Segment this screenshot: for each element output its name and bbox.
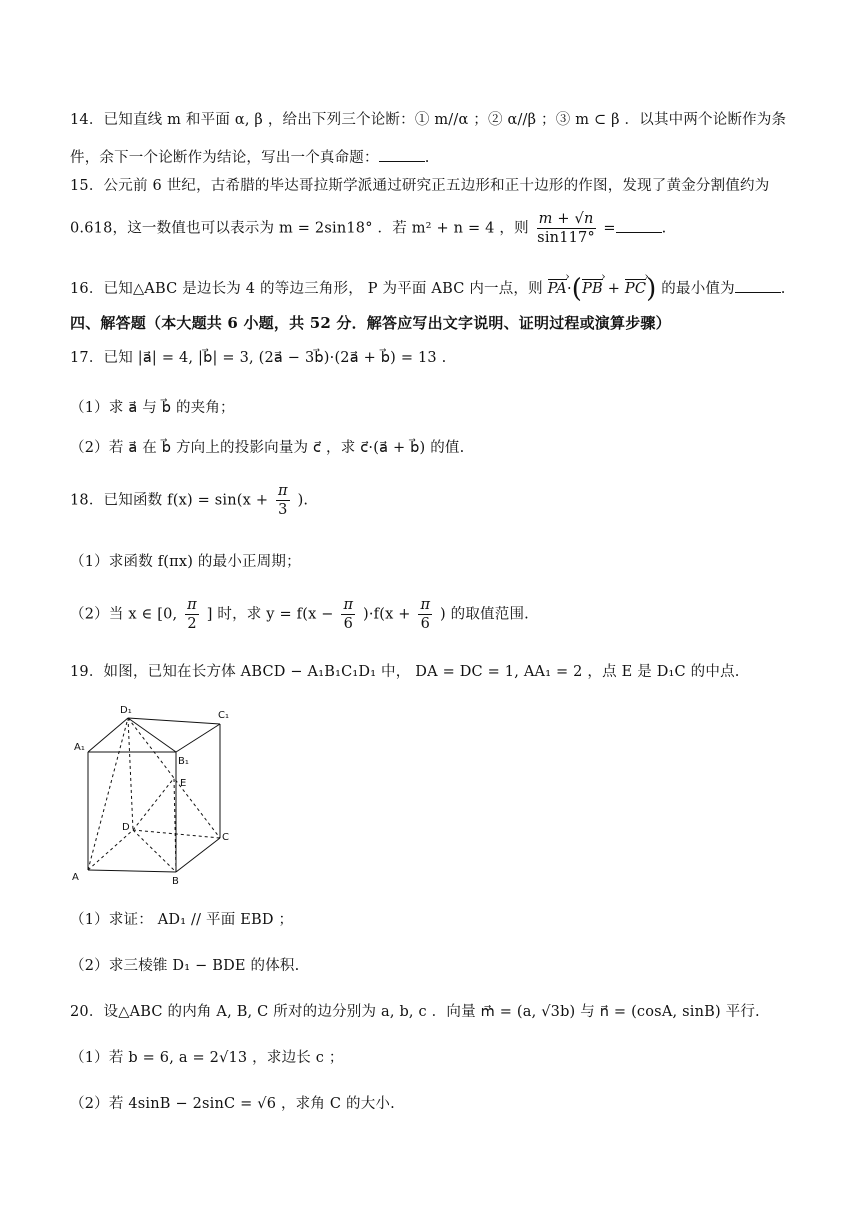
q18-frac-pi6-a xyxy=(341,596,355,633)
q19-part1: （1）求证： AD₁ // 平面 EBD ； xyxy=(70,912,294,928)
q17-stem: 17．已知 |a⃗| = 4, |b⃗| = 3, (2a⃗ − 3b⃗)·(2a⃗ + b⃗) = 13 . xyxy=(70,350,447,366)
q16-text-a: 16．已知△ABC 是边长为 4 的等边三角形， P 为平面 ABC 内一点，则 xyxy=(70,281,543,297)
label-e: E xyxy=(180,778,187,789)
q18-p2-a: （2）当 x ∈ [0, xyxy=(70,606,178,623)
q18-part2 xyxy=(70,596,529,633)
cuboid-figure xyxy=(68,700,238,890)
q14-line1: 14．已知直线 m 和平面 α, β ，给出下列三个论断：① m//α ；② α//β ；③ m ⊂ β ．以其中两个论断作为条 xyxy=(70,112,787,128)
q16-vec-pa: PA › xyxy=(548,281,567,297)
q20-part1: （1）若 b = 6, a = 2√13 ，求边长 c ； xyxy=(70,1050,344,1066)
q16-line: 16．已知△ABC 是边长为 4 的等边三角形， P 为平面 ABC 内一点，则 PA ›·(PB › + PC ›) 的最小值为 . xyxy=(70,274,786,304)
q20-stem: 20．设△ABC 的内角 A, B, C 所对的边分别为 a, b, c ．向量 m⃗ = (a, √3b) 与 n⃗ = (cosA, sinB) 平行. xyxy=(70,1004,760,1020)
q18-part1: （1）求函数 f(πx) 的最小正周期； xyxy=(70,554,301,570)
q18-frac-pi3 xyxy=(276,482,290,519)
q14-line2-text: 件，余下一个论断作为结论，写出一个真命题： xyxy=(70,150,379,166)
q18-stem-b: ). xyxy=(297,492,309,509)
q16-vec-pc: PC › xyxy=(625,281,646,297)
label-d: D xyxy=(122,822,130,833)
q15-frac-den: sin117° xyxy=(537,230,595,246)
q18-frac-pi-2: π xyxy=(187,597,197,613)
q18-frac-2: 2 xyxy=(187,616,197,632)
q19-stem: 19．如图，已知在长方体 ABCD − A₁B₁C₁D₁ 中， DA = DC = 1, AA₁ = 2 ，点 E 是 D₁C 的中点. xyxy=(70,664,740,680)
q16-text-c: . xyxy=(780,281,786,297)
q18-frac-pi: π xyxy=(278,483,288,499)
q20-part2: （2）若 4sinB − 2sinC = √6 ，求角 C 的大小. xyxy=(70,1096,395,1112)
q18-frac-6b: 6 xyxy=(420,616,431,632)
label-c: C xyxy=(222,832,229,843)
q18-frac-pi2 xyxy=(185,596,199,633)
q15-line1: 15．公元前 6 世纪，古希腊的毕达哥拉斯学派通过研究正五边形和正十边形的作图，发现了黄金分割值约为 xyxy=(70,178,770,194)
q15-equals: = xyxy=(603,220,616,237)
q18-p2-b: ] 时，求 y = f(x − xyxy=(206,606,334,623)
q16-text-b: 的最小值为 xyxy=(661,281,735,297)
q18-frac-3: 3 xyxy=(278,502,288,518)
label-d1: D₁ xyxy=(120,705,132,716)
q18-p2-d: ) 的取值范围. xyxy=(439,606,529,623)
q15-fraction xyxy=(537,210,596,247)
q18-frac-6a: 6 xyxy=(343,616,354,632)
label-b1: B₁ xyxy=(178,756,189,767)
label-a1: A₁ xyxy=(74,742,85,753)
label-c1: C₁ xyxy=(218,710,229,721)
q18-stem xyxy=(70,482,308,519)
q18-frac-pi-6a: π xyxy=(343,597,354,613)
label-a: A xyxy=(72,872,79,883)
q14-answer-blank xyxy=(379,161,425,162)
q16-answer-blank xyxy=(735,292,781,293)
q16-vec-pb: PB › xyxy=(582,281,603,297)
q15-answer-blank xyxy=(616,232,662,233)
q15-frac-num: m + √n xyxy=(538,211,594,227)
label-b: B xyxy=(172,876,179,887)
q18-p2-c: )·f(x + xyxy=(362,606,411,623)
q18-frac-pi-6b: π xyxy=(420,597,431,613)
q15-line2-text: 0.618，这一数值也可以表示为 m = 2sin18° ．若 m² + n = 4 ，则 xyxy=(70,220,529,237)
q15-line2 xyxy=(70,210,666,247)
q18-stem-a: 18．已知函数 f(x) = sin(x + xyxy=(70,492,269,509)
q19-part2: （2）求三棱锥 D₁ − BDE 的体积. xyxy=(70,958,300,974)
q15-line2-end: . xyxy=(661,220,667,237)
q18-frac-pi6-b xyxy=(418,596,432,633)
section-4-heading: 四、解答题（本大题共 6 小题，共 52 分．解答应写出文字说明、证明过程或演算步骤） xyxy=(70,314,671,332)
q17-part1: （1）求 a⃗ 与 b⃗ 的夹角； xyxy=(70,400,235,416)
q14-line2 xyxy=(70,146,430,167)
q14-line2-end: . xyxy=(424,150,430,166)
q17-part2: （2）若 a⃗ 在 b⃗ 方向上的投影向量为 c⃗ ，求 c⃗·(a⃗ + b⃗) 的值. xyxy=(70,440,465,456)
